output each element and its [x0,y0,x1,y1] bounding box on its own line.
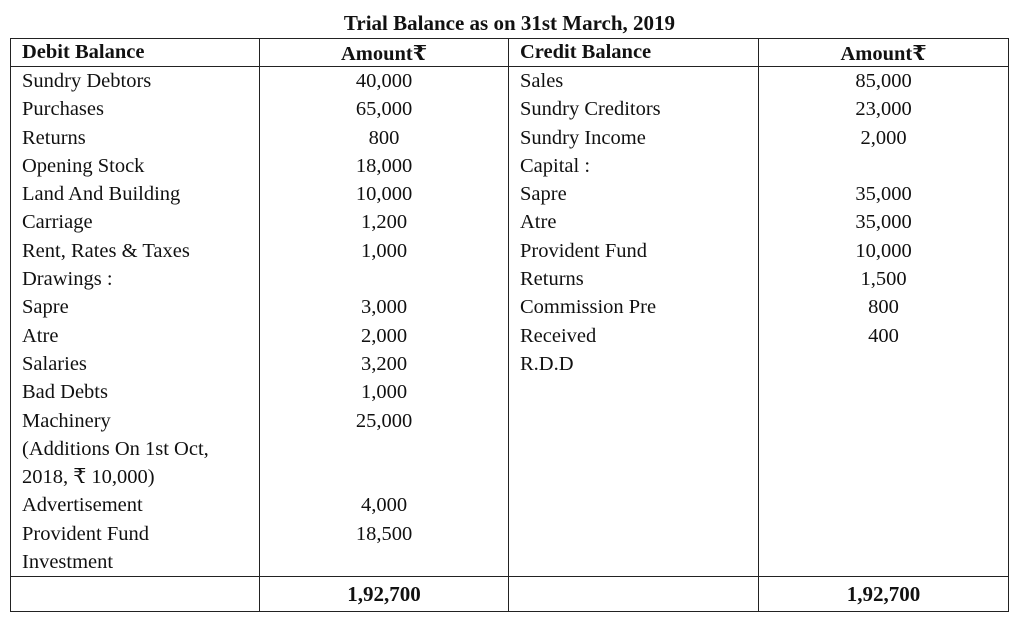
credit-item: Commission Pre [520,296,657,319]
credit-amount-header [759,39,1009,67]
debit-item: Sapre [22,296,69,319]
debit-item: Bad Debts [22,381,108,404]
debit-amount: 3,000 [360,296,408,319]
credit-item: Sapre [520,183,567,206]
debit-amount: 2,000 [360,324,408,347]
total-row [11,577,1009,612]
debit-amount: 1,200 [360,211,408,234]
credit-amount: 35,000 [855,183,912,206]
debit-amount: 18,000 [355,154,413,177]
credit-balance-header-label: Credit Balance [520,41,652,63]
credit-amount: 10,000 [855,239,912,262]
credit-item: Returns [520,268,584,291]
total-credit-cell [759,577,1009,612]
credit-items-list [509,67,758,378]
debit-item: Salaries [22,352,87,375]
debit-amount: 25,000 [355,409,413,432]
debit-item: Carriage [22,211,93,234]
total-debit-cell [260,577,509,612]
debit-item: (Additions On 1st Oct, [22,437,209,460]
page-title: Trial Balance as on 31st March, 2019 [343,11,676,35]
debit-item: Machinery [22,409,111,432]
credit-amounts-list [759,67,1008,378]
credit-amount [759,350,1008,378]
debit-item: 2018, ₹ 10,000) [22,466,155,489]
credit-item: Provident Fund [520,239,647,262]
credit-amount: 1,500 [860,268,907,291]
credit-item: Atre [520,211,557,234]
credit-amount: 35,000 [855,211,912,234]
credit-amount: 400 [868,324,899,347]
debit-item: Investment [22,551,114,574]
header-row [11,39,1009,67]
debit-balance-header [11,39,260,67]
credit-amount: 2,000 [860,126,907,149]
total-credit-label-cell [509,577,759,612]
debit-amount: 10,000 [355,183,413,206]
total-debit-label-cell [11,577,260,612]
debit-amount: 1,000 [360,239,408,262]
debit-item: Purchases [22,98,104,121]
debit-item: Atre [22,324,59,347]
debit-item: Sundry Debtors [22,70,152,92]
body-row [11,67,1009,577]
credit-amount-header-label: Amount₹ [840,43,927,65]
debit-items-cell [11,67,260,577]
debit-item: Returns [22,126,86,149]
credit-amount: 85,000 [855,70,912,92]
debit-item: Drawings : [22,268,113,291]
debit-item: Rent, Rates & Taxes [22,239,190,262]
debit-amount-header [260,39,509,67]
debit-item: Provident Fund [22,522,149,545]
credit-item: Sales [520,70,564,92]
credit-amounts-cell [759,67,1009,577]
debit-item: Advertisement [22,494,143,517]
debit-amount [260,548,508,576]
credit-item: Received [520,324,597,347]
debit-amount: 1,000 [360,381,408,404]
debit-amount [260,265,508,293]
total-debit-amount: 1,92,700 [347,582,421,607]
debit-amounts-cell [260,67,509,577]
credit-amount [759,152,1008,180]
debit-amount: 18,500 [355,522,413,545]
debit-balance-header-label: Debit Balance [22,41,145,63]
trial-balance-table [10,38,1009,612]
debit-amount: 800 [368,126,400,149]
debit-amount: 40,000 [355,70,413,92]
debit-items-list [11,67,259,576]
debit-amount [260,463,508,491]
debit-amounts-list [260,67,508,576]
credit-balance-header [509,39,759,67]
credit-item: R.D.D [520,352,574,375]
credit-item: Sundry Income [520,126,646,149]
debit-amount: 65,000 [355,98,413,121]
debit-item: Opening Stock [22,154,145,177]
total-credit-amount: 1,92,700 [846,582,921,607]
debit-amount-header-label: Amount₹ [340,43,428,65]
debit-amount: 4,000 [360,494,408,517]
debit-amount: 3,200 [360,352,408,375]
credit-items-cell [509,67,759,577]
credit-item: Capital : [520,154,591,177]
credit-amount: 23,000 [855,98,912,121]
credit-amount: 800 [868,296,899,319]
debit-amount [260,435,508,463]
debit-item: Land And Building [22,183,181,206]
credit-item: Sundry Creditors [520,98,661,121]
